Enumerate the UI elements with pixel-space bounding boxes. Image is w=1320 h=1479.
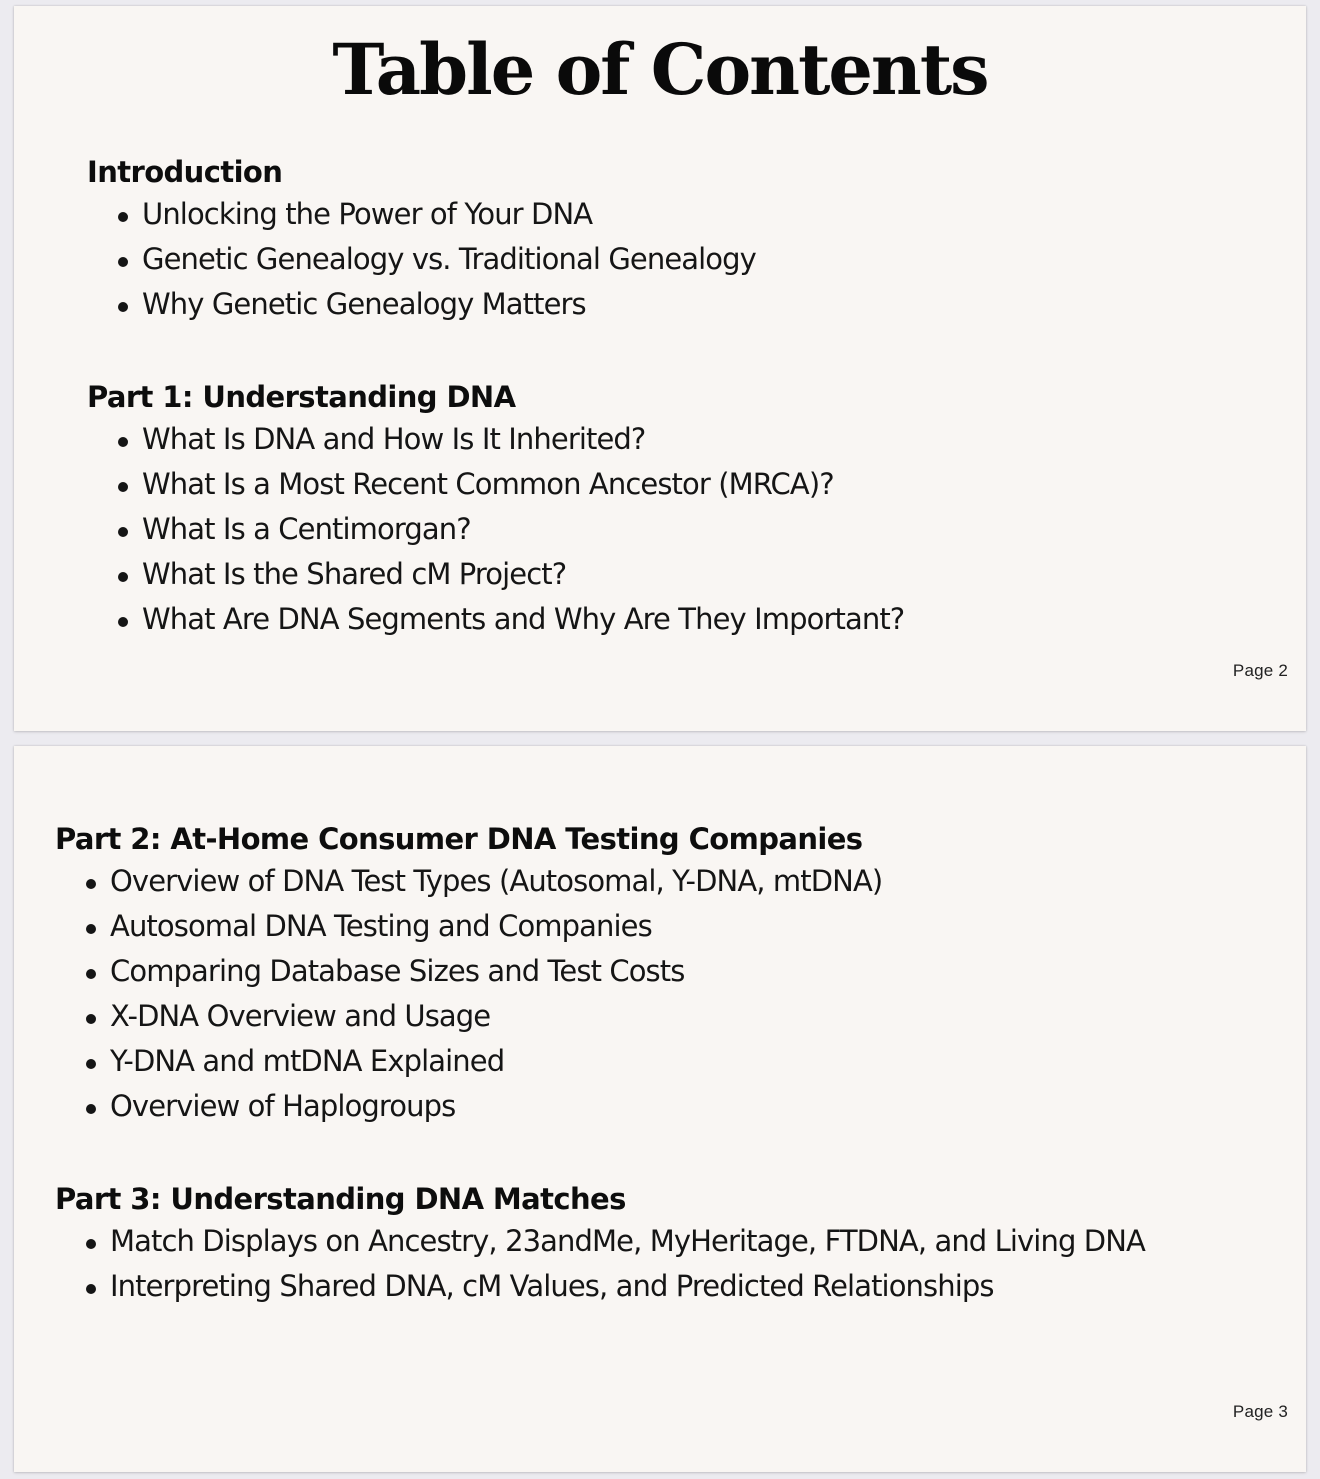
toc-item[interactable] (87, 192, 756, 237)
toc-item-label: Y-DNA and mtDNA Explained (110, 1044, 505, 1078)
toc-item[interactable] (87, 237, 756, 282)
toc-item-label: What Is the Shared cM Project? (142, 557, 567, 591)
toc-item-label: Overview of DNA Test Types (Autosomal, Y-DNA, mtDNA) (110, 864, 883, 898)
document-page-2 (14, 6, 1306, 731)
toc-item-label: What Is a Centimorgan? (142, 512, 471, 546)
toc-item[interactable] (87, 597, 904, 642)
section-heading: Introduction (87, 155, 283, 189)
toc-item-label: Comparing Database Sizes and Test Costs (110, 954, 685, 988)
toc-list (55, 1219, 1290, 1309)
toc-item-label: What Are DNA Segments and Why Are They Important? (142, 602, 905, 636)
toc-item[interactable] (87, 282, 756, 327)
toc-item-label: Genetic Genealogy vs. Traditional Genealogy (142, 242, 756, 276)
toc-section-part-1 (87, 377, 904, 642)
toc-item-label: Overview of Haplogroups (110, 1089, 456, 1123)
page-title: Table of Contents (332, 28, 988, 111)
toc-item[interactable] (87, 462, 904, 507)
toc-item[interactable] (87, 417, 904, 462)
toc-item[interactable] (55, 1219, 1290, 1264)
page-number: Page 3 (1232, 1402, 1288, 1421)
toc-item[interactable] (55, 1264, 1290, 1309)
toc-item[interactable] (87, 507, 904, 552)
toc-item[interactable] (55, 859, 882, 904)
toc-list (87, 192, 756, 327)
toc-item[interactable] (87, 552, 904, 597)
toc-item-label: Why Genetic Genealogy Matters (142, 287, 586, 321)
toc-list (55, 859, 882, 1129)
toc-section-part-3 (55, 1179, 1290, 1309)
toc-item-label: Match Displays on Ancestry, 23andMe, MyHeritage, FTDNA, and Living DNA (110, 1224, 1145, 1258)
toc-item[interactable] (55, 904, 882, 949)
document-page-3 (14, 746, 1306, 1472)
toc-list (87, 417, 904, 642)
toc-section-introduction (87, 152, 756, 327)
section-heading: Part 1: Understanding DNA (87, 380, 516, 414)
toc-item-label: X-DNA Overview and Usage (110, 999, 491, 1033)
toc-item-label: What Is a Most Recent Common Ancestor (MRCA)? (142, 467, 834, 501)
section-heading: Part 3: Understanding DNA Matches (55, 1182, 626, 1216)
page-number: Page 2 (1232, 661, 1288, 680)
toc-item[interactable] (55, 949, 882, 994)
toc-item[interactable] (55, 1084, 882, 1129)
toc-item[interactable] (55, 994, 882, 1039)
toc-item-label: Interpreting Shared DNA, cM Values, and Predicted Relationships (110, 1269, 994, 1303)
toc-item-label: What Is DNA and How Is It Inherited? (142, 422, 646, 456)
toc-item-label: Unlocking the Power of Your DNA (142, 197, 593, 231)
toc-section-part-2 (55, 819, 882, 1129)
section-heading: Part 2: At-Home Consumer DNA Testing Companies (55, 822, 863, 856)
toc-item-label: Autosomal DNA Testing and Companies (110, 909, 652, 943)
toc-item[interactable] (55, 1039, 882, 1084)
